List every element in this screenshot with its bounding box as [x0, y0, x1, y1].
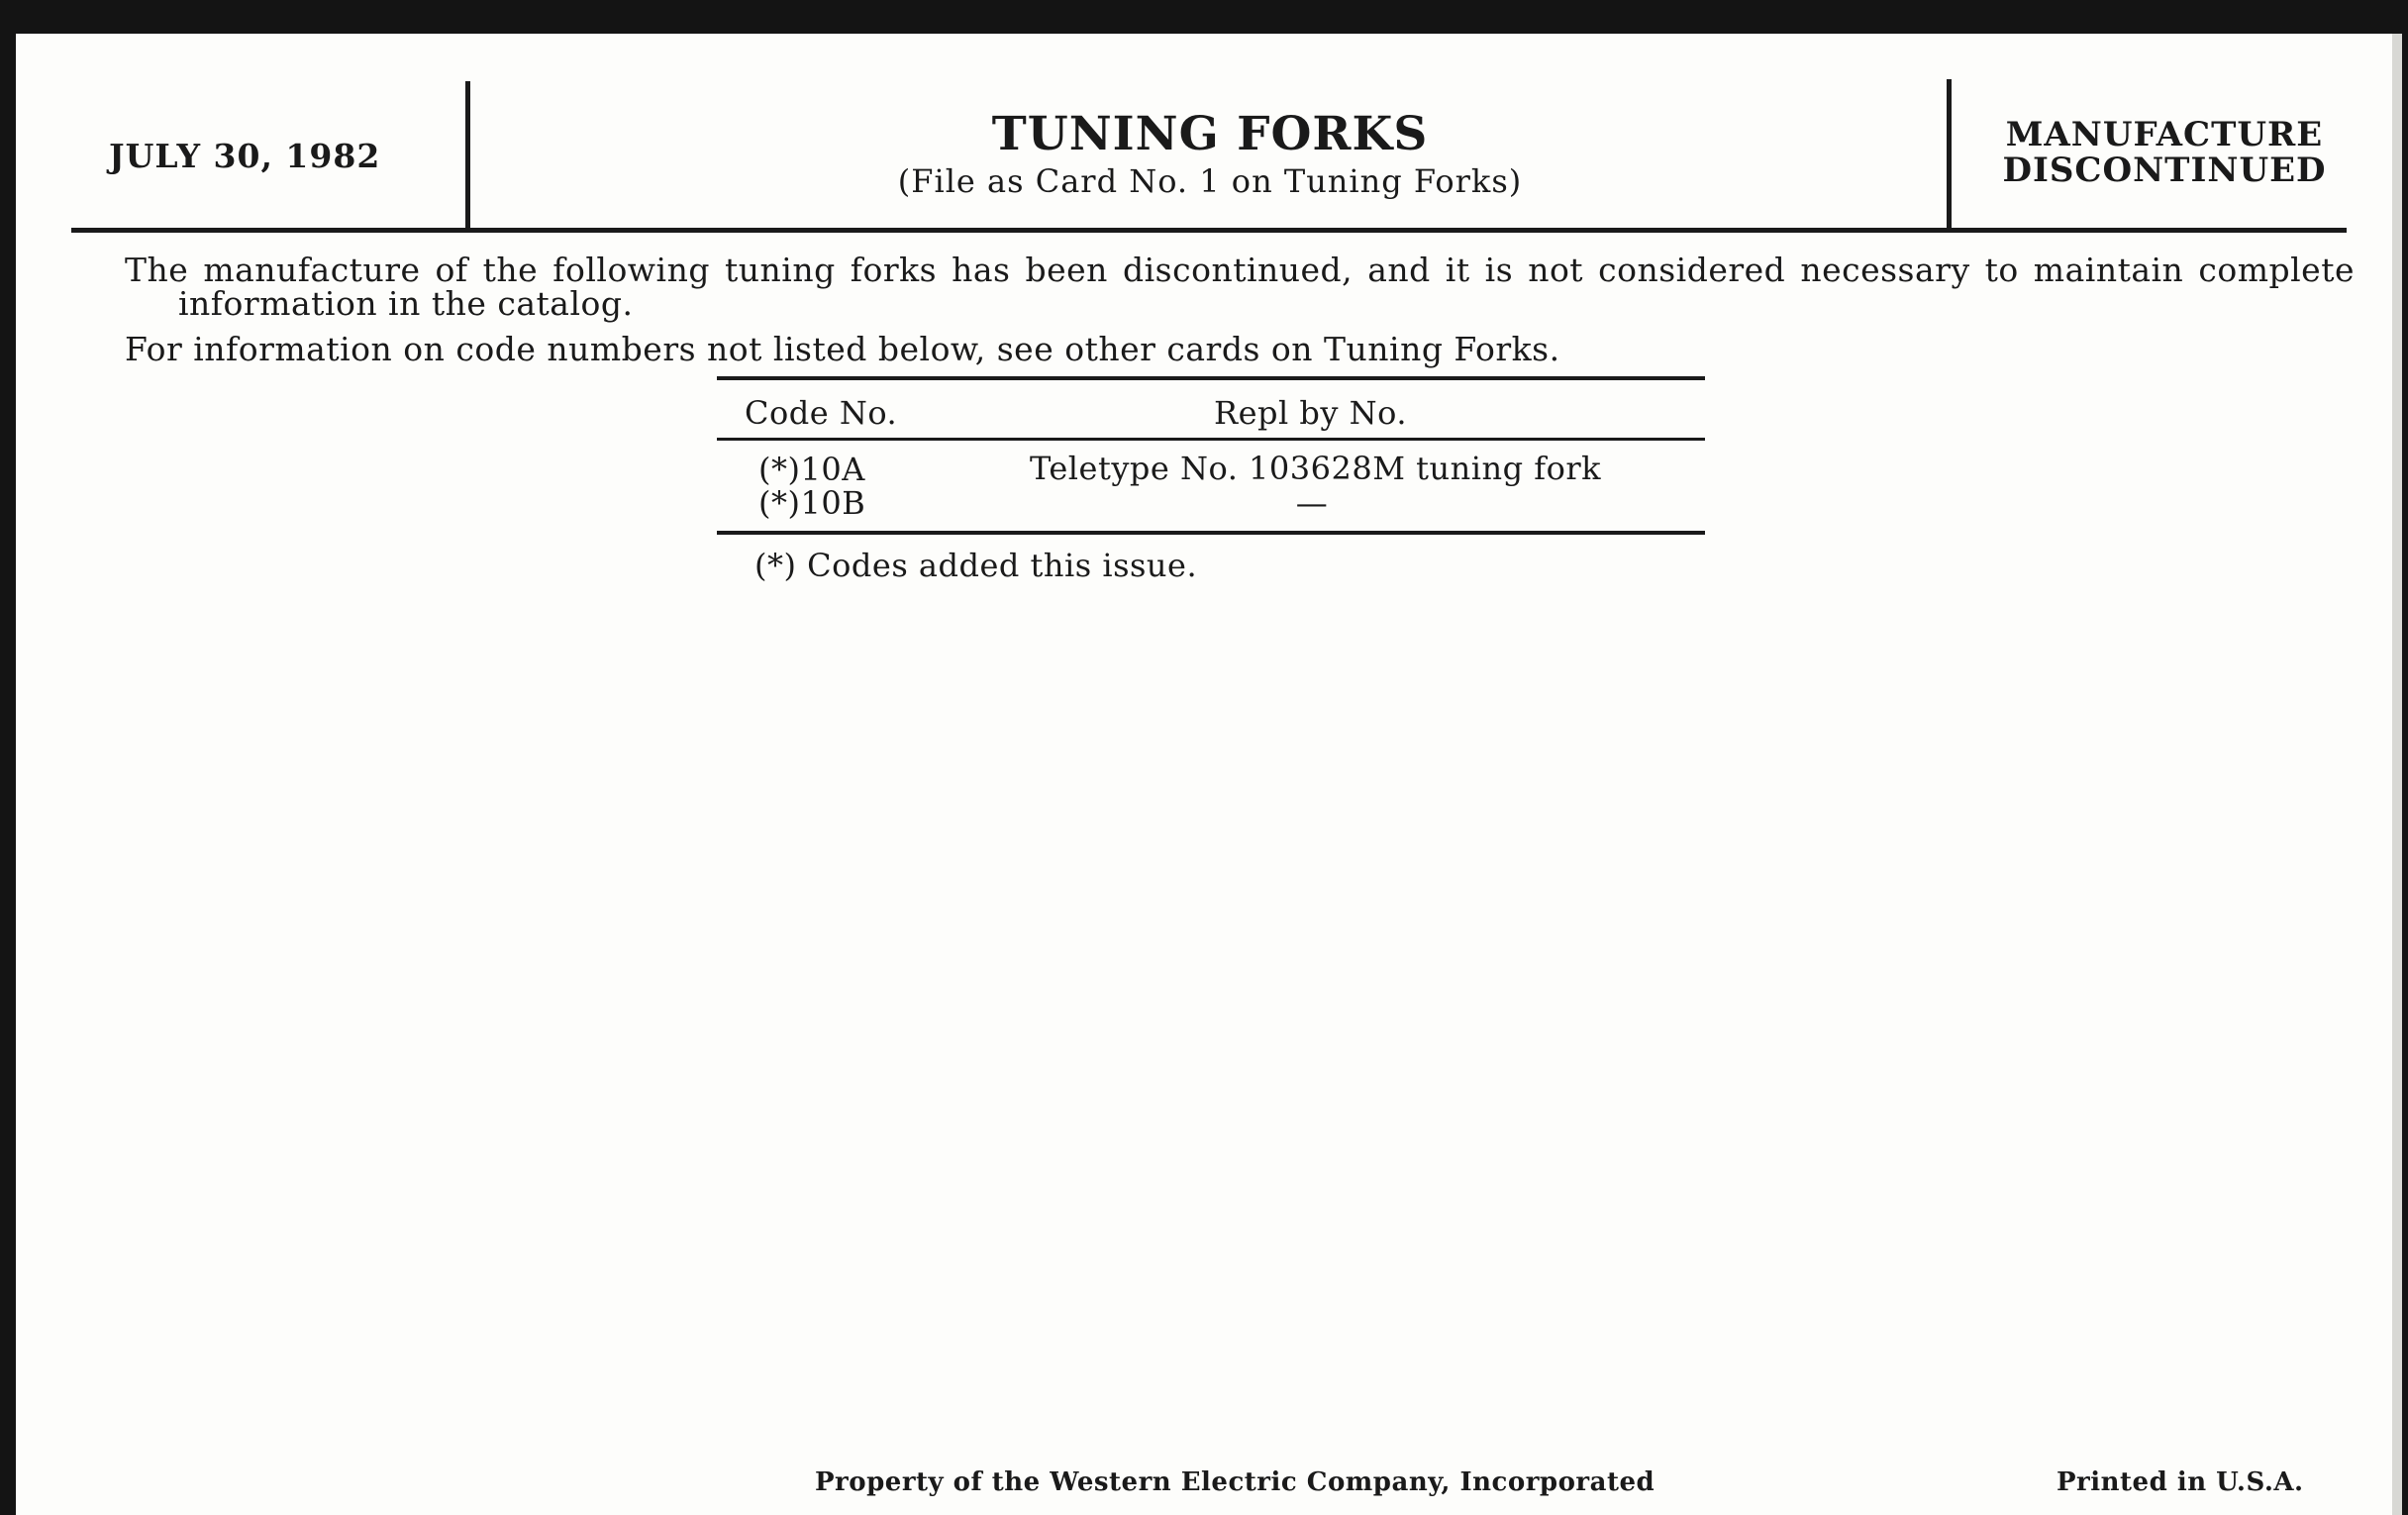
table-top-rule [717, 376, 1705, 380]
footer-printed: Printed in U.S.A. [2057, 1467, 2304, 1497]
table-row-repl: Teletype No. 103628M tuning fork [1030, 450, 1602, 487]
table-bottom-rule [717, 531, 1705, 535]
header-divider-left [465, 81, 470, 228]
table-row-repl: — [1295, 484, 1329, 522]
header-divider-right [1947, 79, 1952, 228]
table-header-rule [717, 438, 1705, 441]
info-paragraph: For information on code numbers not listed below, see other cards on Tuning Forks. [125, 330, 1560, 368]
intro-paragraph: The manufacture of the following tuning forks has been discontinued, and it is not considered necessary to maintain complete information in the catalog. [125, 251, 2355, 323]
column-header-repl: Repl by No. [1214, 394, 1408, 432]
status-label [1956, 117, 2372, 188]
table-row-code: (*)10A [758, 451, 865, 488]
page-title: TUNING FORKS [991, 107, 1429, 161]
issue-date: JULY 30, 1982 [109, 137, 381, 175]
table-row-code: (*)10B [758, 484, 866, 522]
status-line-1: MANUFACTURE [2005, 115, 2324, 154]
status-line-2: DISCONTINUED [2002, 151, 2327, 190]
card-edge [2392, 34, 2402, 1515]
column-header-code: Code No. [745, 394, 898, 432]
header-rule [71, 228, 2347, 233]
footer-property: Property of the Western Electric Company, Incorporated [815, 1467, 1656, 1497]
table-footnote: (*) Codes added this issue. [754, 547, 1198, 584]
page-subtitle: (File as Card No. 1 on Tuning Forks) [897, 162, 1523, 200]
